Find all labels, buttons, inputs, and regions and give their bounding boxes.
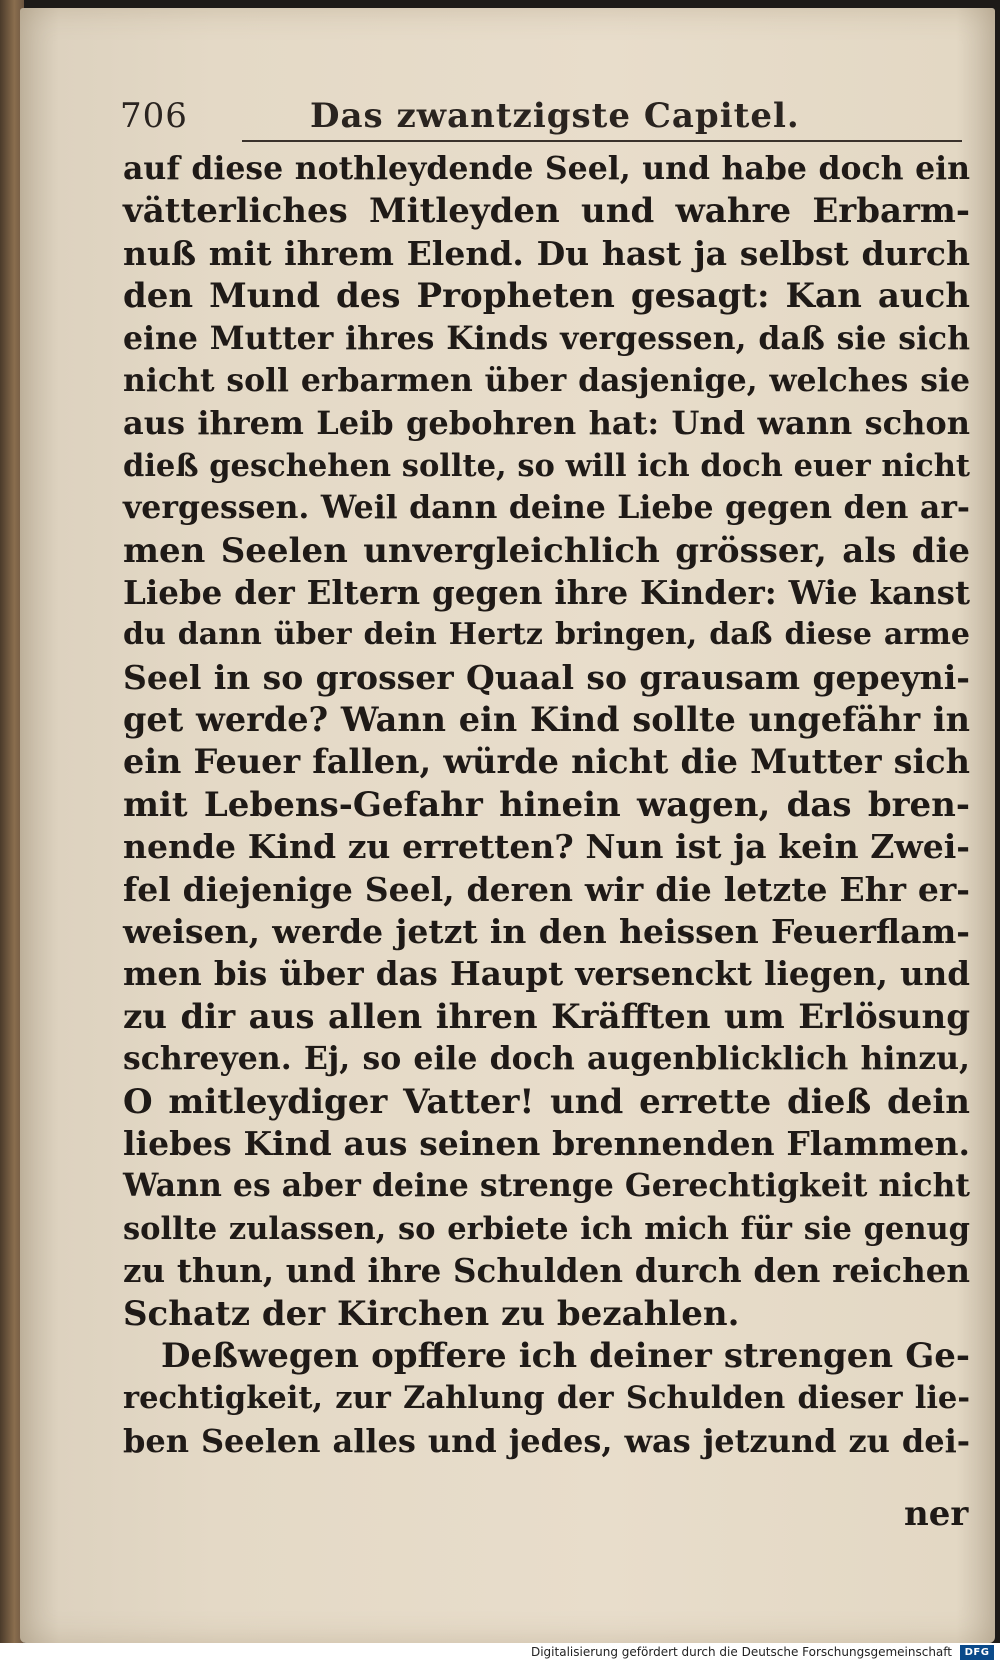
text-line: den Mund des Propheten gesagt: Kan auch — [123, 276, 970, 317]
text-line: dieß geschehen sollte, so will ich doch euer nicht — [123, 447, 970, 484]
text-line: schreyen. Ej, so eile doch augenblicklich hinzu, — [123, 1040, 970, 1078]
text-line: aus ihrem Leib gebohren hat: Und wann schon — [123, 404, 970, 443]
digitization-footer — [0, 1643, 1000, 1663]
text-line: ben Seelen alles und jedes, was jetzund zu dei- — [123, 1421, 970, 1460]
text-line: ein Feuer fallen, würde nicht die Mutter sich — [123, 742, 970, 782]
text-line: nuß mit ihrem Elend. Du hast ja selbst durch — [123, 233, 970, 273]
dfg-logo-icon: DFG — [960, 1645, 994, 1660]
catchword: ner — [904, 1494, 969, 1534]
text-line: vergessen. Weil dann deine Liebe gegen den ar- — [123, 489, 970, 527]
text-line: Wann es aber deine strenge Gerechtigkeit nicht — [123, 1167, 970, 1205]
text-line: Deßwegen opffere ich deiner strengen Ge- — [161, 1335, 970, 1376]
text-line: Seel in so grosser Quaal so grausam gepeyni- — [123, 657, 970, 697]
text-line: liebes Kind aus seinen brennenden Flammen. — [123, 1123, 970, 1163]
text-line: zu thun, und ihre Schulden durch den reichen — [123, 1251, 970, 1291]
text-line: men bis über das Haupt versenckt liegen, und — [123, 954, 970, 994]
text-line: fel diejenige Seel, deren wir die letzte Ehr er- — [123, 869, 970, 909]
text-line: rechtigkeit, zur Zahlung der Schulden dieser lie- — [123, 1380, 970, 1417]
header-rule — [242, 140, 962, 142]
text-line: weisen, werde jetzt in den heissen Feuerflam- — [123, 912, 970, 952]
book-page — [20, 8, 995, 1643]
page-header — [120, 90, 960, 144]
text-line: zu dir aus allen ihren Kräfften um Erlösung — [123, 996, 970, 1037]
body-text — [123, 148, 973, 1462]
text-line: sollte zulassen, so erbiete ich mich für sie genug — [123, 1210, 970, 1247]
text-line: Liebe der Eltern gegen ihre Kinder: Wie kanst — [123, 572, 970, 612]
text-line: auf diese nothleydende Seel, und habe doch ein — [123, 150, 970, 187]
running-title: Das zwantzigste Capitel. — [310, 96, 800, 136]
text-line: vätterliches Mitleyden und wahre Erbarm- — [123, 191, 970, 232]
page-number: 706 — [120, 96, 188, 136]
text-line: get werde? Wann ein Kind sollte ungefähr in — [123, 700, 970, 740]
text-line: du dann über dein Hertz bringen, daß diese arme — [123, 617, 970, 653]
text-line: Schatz der Kirchen zu bezahlen. — [123, 1293, 740, 1334]
text-line: nende Kind zu erretten? Nun ist ja kein Zwei- — [123, 827, 970, 867]
text-line: nicht soll erbarmen über dasjenige, welches sie — [123, 361, 970, 399]
text-line: eine Mutter ihres Kinds vergessen, daß sie sich — [123, 319, 970, 357]
funding-credit: Digitalisierung gefördert durch die Deutsche Forschungsgemeinschaft — [530, 1645, 952, 1659]
text-line: men Seelen unvergleichlich grösser, als die — [123, 530, 970, 571]
text-line: mit Lebens-Gefahr hinein wagen, das bren- — [123, 784, 970, 825]
text-line: O mitleydiger Vatter! und errette dieß dein — [123, 1081, 970, 1122]
